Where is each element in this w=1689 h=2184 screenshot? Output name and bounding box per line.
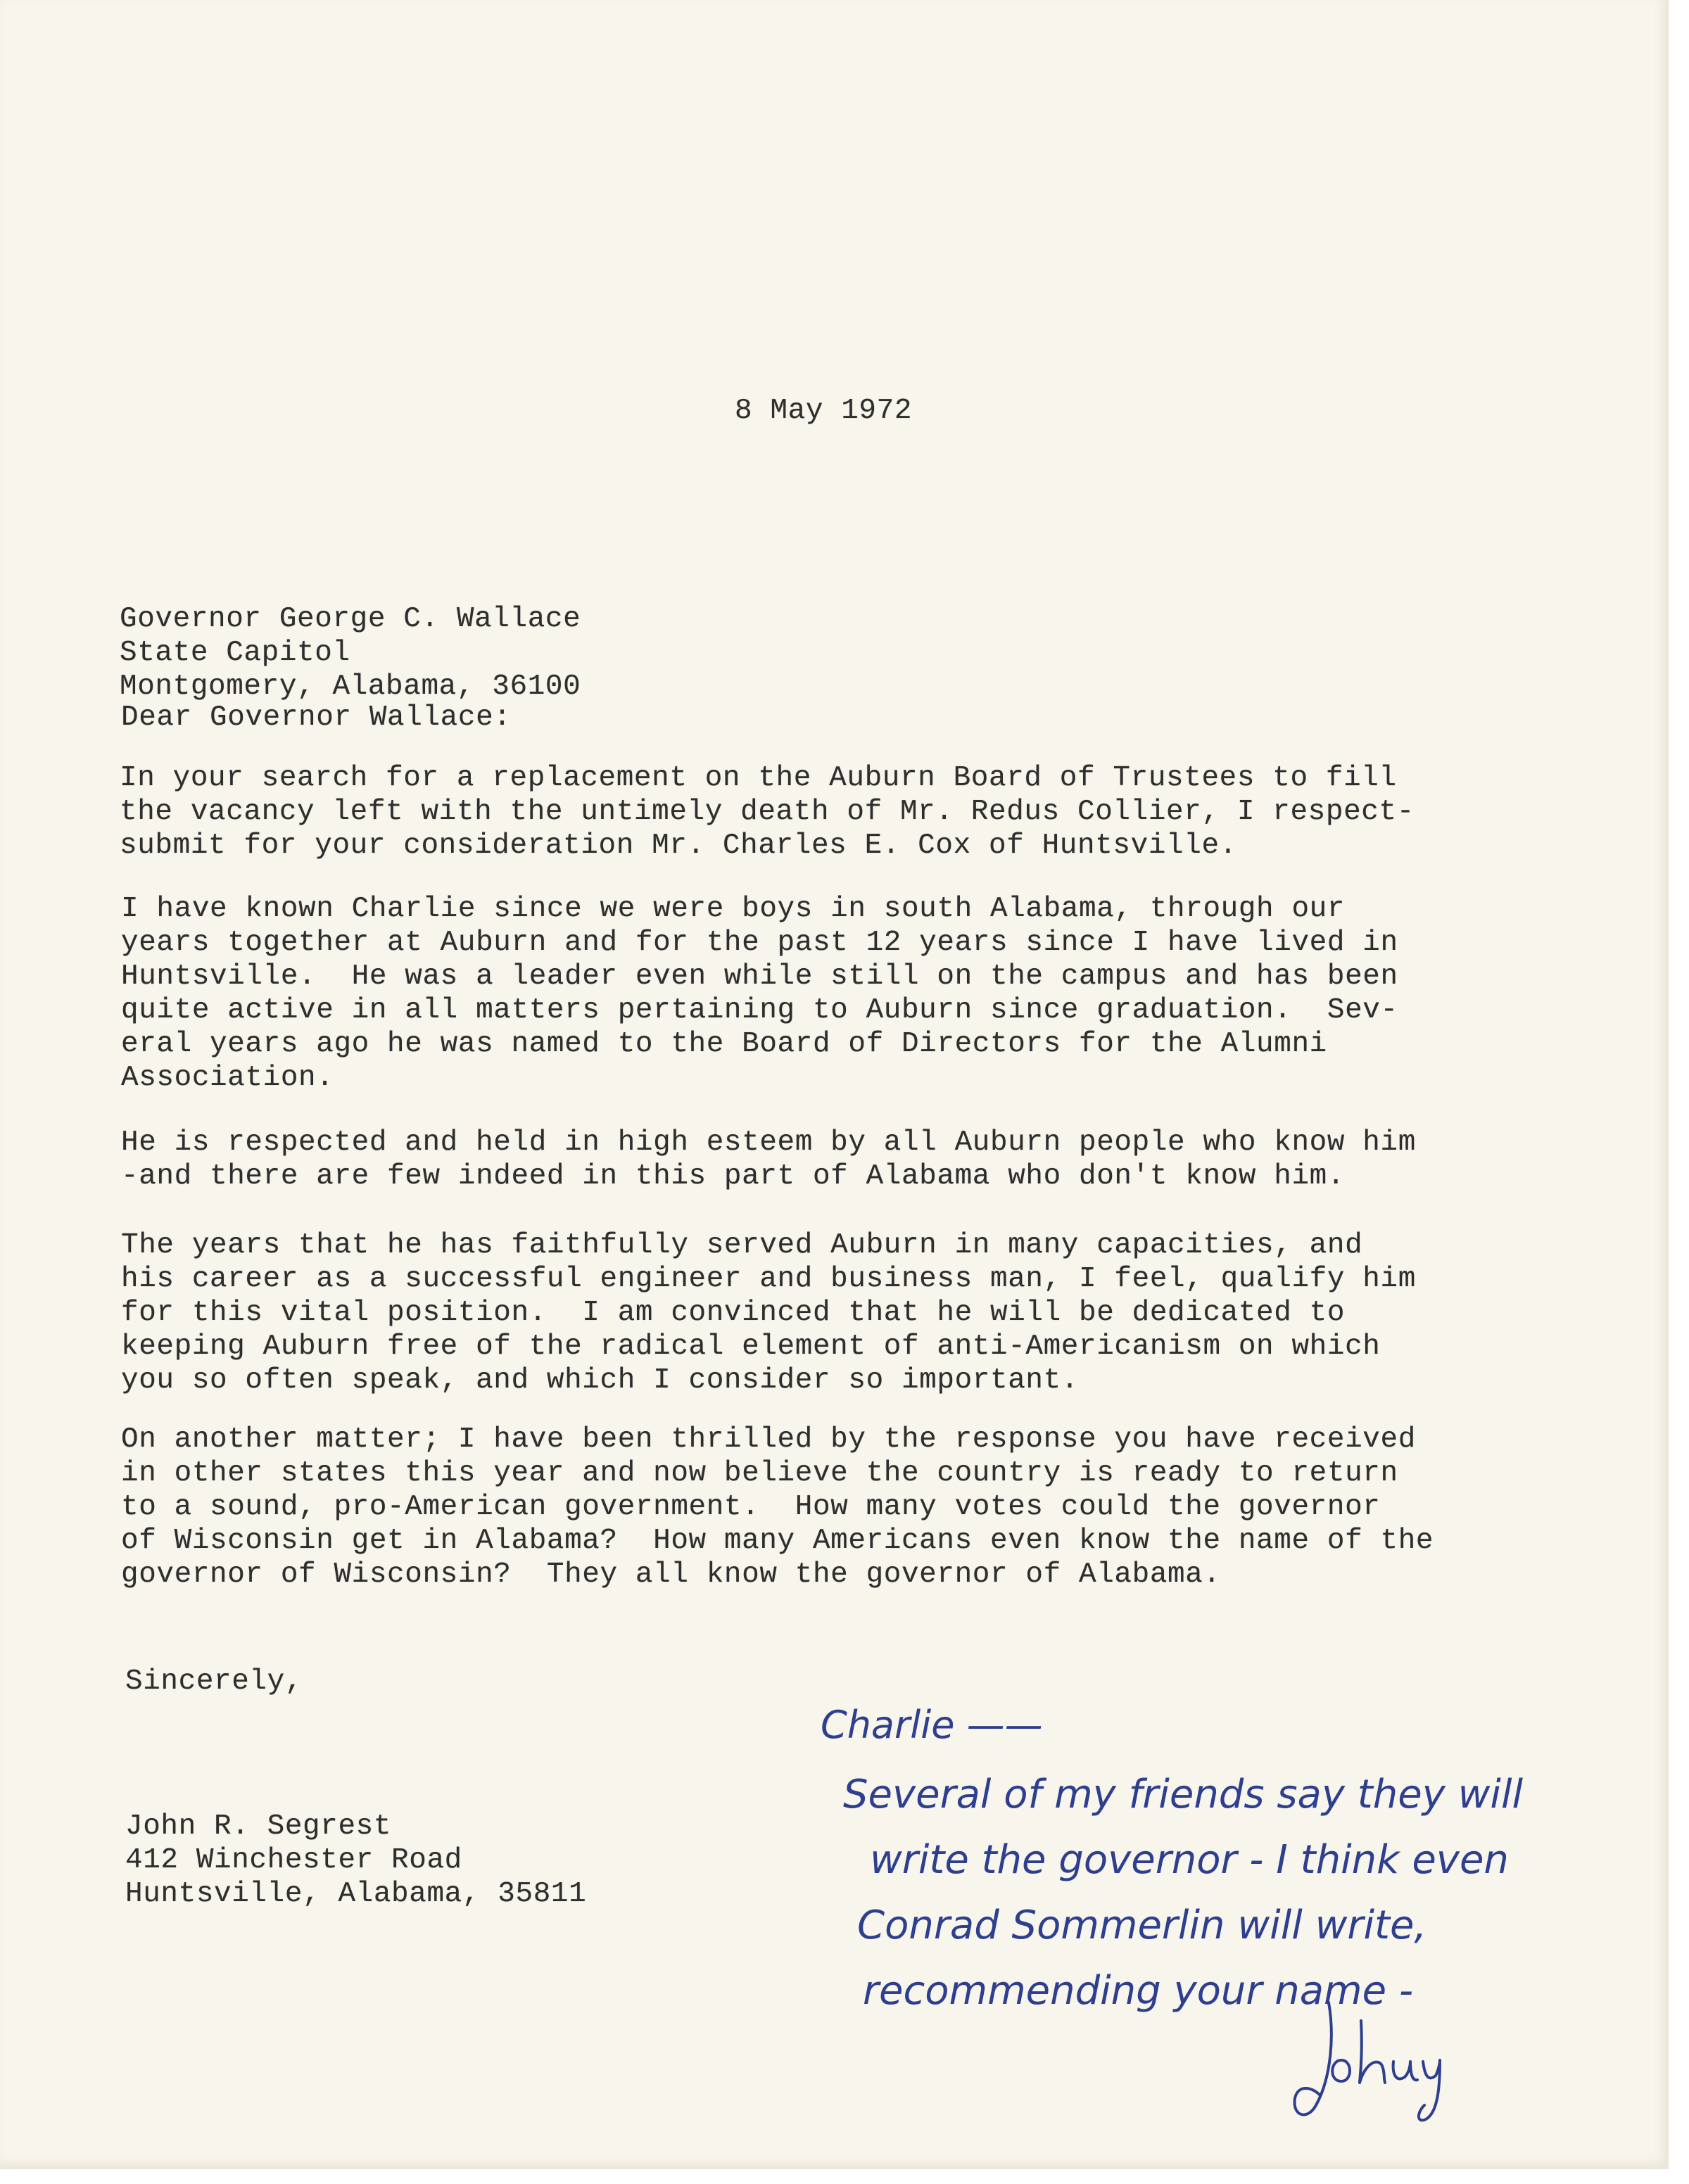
paragraph-line: years together at Auburn and for the past 12 years since I have lived in xyxy=(121,927,1398,959)
paragraph-qualifications xyxy=(121,1228,1416,1397)
sender-name: John R. Segrest xyxy=(125,1810,392,1843)
sender-address xyxy=(125,1810,586,1911)
paragraph-line: The years that he has faithfully served Auburn in many capacities, and xyxy=(121,1229,1363,1262)
paragraph-line: keeping Auburn free of the radical element of anti-Americanism on which xyxy=(121,1331,1381,1363)
paragraph-line: eral years ago he was named to the Board of Directors for the Alumni xyxy=(121,1028,1327,1060)
paragraph-line: Huntsville. He was a leader even while still on the campus and has been xyxy=(121,960,1398,993)
paragraph-acquaintance xyxy=(121,892,1398,1095)
paragraph-trustees-nomination xyxy=(120,761,1415,863)
paragraph-line: the vacancy left with the untimely death of Mr. Redus Collier, I respect- xyxy=(120,796,1415,828)
salutation: Dear Governor Wallace: xyxy=(121,701,512,734)
handwritten-line: Several of my friends say they will xyxy=(843,1772,1524,1817)
paragraph-line: to a sound, pro-American government. How many votes could the governor xyxy=(121,1491,1381,1523)
recipient-line: Governor George C. Wallace xyxy=(120,603,581,635)
closing: Sincerely, xyxy=(125,1665,303,1698)
paragraph-line: On another matter; I have been thrilled by the response you have received xyxy=(121,1423,1416,1456)
recipient-address xyxy=(120,602,581,704)
paragraph-line: I have known Charlie since we were boys in south Alabama, through our xyxy=(121,893,1346,925)
handwritten-note xyxy=(843,1762,1523,2024)
paragraph-line: In your search for a replacement on the Auburn Board of Trustees to fill xyxy=(120,762,1397,794)
handwritten-signature xyxy=(1279,1993,1462,2126)
paragraph-line: governor of Wisconsin? They all know the governor of Alabama. xyxy=(121,1558,1221,1591)
handwritten-line: write the governor - I think even xyxy=(870,1837,1509,1883)
paragraph-line: his career as a successful engineer and business man, I feel, qualify him xyxy=(121,1263,1416,1295)
paragraph-esteem xyxy=(121,1126,1416,1193)
recipient-line: Montgomery, Alabama, 36100 xyxy=(120,671,581,703)
paragraph-line: you so often speak, and which I consider so important. xyxy=(121,1364,1080,1397)
handwritten-line: Conrad Sommerlin will write, xyxy=(857,1903,1427,1948)
sender-street: 412 Winchester Road xyxy=(125,1844,462,1877)
letter-date: 8 May 1972 xyxy=(735,395,913,427)
paragraph-line: Association. xyxy=(121,1062,334,1094)
recipient-line: State Capitol xyxy=(120,637,350,669)
paragraph-line: for this vital position. I am convinced that he will be dedicated to xyxy=(121,1297,1346,1329)
handwritten-line: recommending your name - xyxy=(863,1968,1414,2014)
handwritten-greeting: Charlie —— xyxy=(821,1703,1043,1747)
paragraph-line: of Wisconsin get in Alabama? How many Americans even know the name of the xyxy=(121,1525,1434,1557)
paragraph-line: submit for your consideration Mr. Charles E. Cox of Huntsville. xyxy=(120,830,1237,862)
sender-city: Huntsville, Alabama, 35811 xyxy=(125,1878,587,1910)
paragraph-line: in other states this year and now believe the country is ready to return xyxy=(121,1457,1398,1490)
paragraph-another-matter xyxy=(121,1423,1434,1592)
paragraph-line: He is respected and held in high esteem by all Auburn people who know him xyxy=(121,1126,1416,1159)
paragraph-line: -and there are few indeed in this part of Alabama who don't know him. xyxy=(121,1160,1346,1193)
paragraph-line: quite active in all matters pertaining to Auburn since graduation. Sev- xyxy=(121,994,1398,1027)
